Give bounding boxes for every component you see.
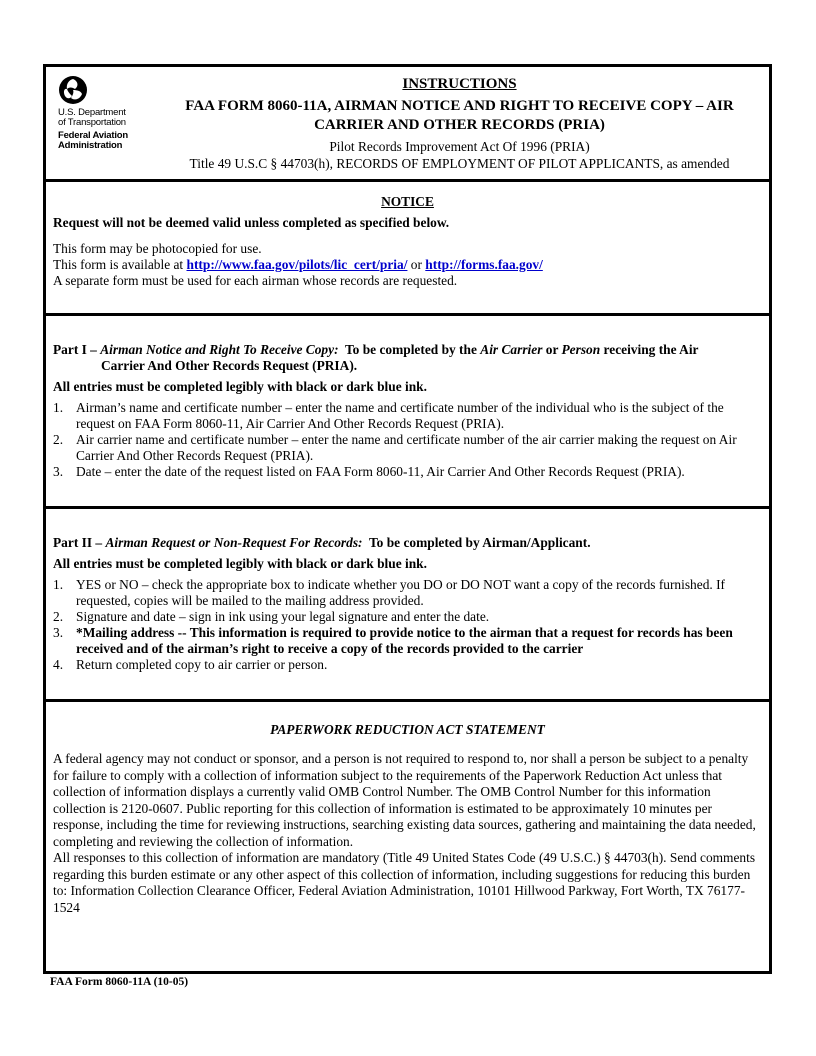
pra-title: PAPERWORK REDUCTION ACT STATEMENT: [270, 722, 545, 737]
notice-section: [46, 182, 769, 316]
availability-text: This form is available at http://www.faa.gov/pilots/lic_cert/pria/ or http://forms.faa.gov/: [53, 257, 543, 272]
part2-section: [46, 509, 769, 702]
pra-section: [46, 702, 769, 974]
list-item: 3. Date – enter the date of the request listed on FAA Form 8060-11, Air Carrier And Other Records Request (PRIA).: [53, 464, 685, 479]
dot-logo: [58, 75, 144, 151]
part2-list: [46, 577, 769, 673]
form-id-footer: FAA Form 8060-11A (10-05): [50, 976, 189, 988]
pra-paragraph-2: All responses to this collection of information are mandatory (Title 49 United States Code (49 U.S.C.) § 44703(h). Send comments regarding this burden estimate or any other aspect of this collection of information, including suggestions for reducing this burden to: Information Collection Clearance Officer, Federal Aviation Administration, 10101 Hillwood Parkway, Fort Worth, TX 76177-1524: [53, 850, 756, 915]
logo-faa-text: Federal Aviation Administration: [58, 130, 129, 151]
statute-reference: Title 49 U.S.C § 44703(h), RECORDS OF EMPLOYMENT OF PILOT APPLICANTS, as amended: [189, 156, 730, 171]
header-section: [46, 67, 769, 182]
page-title: INSTRUCTIONS: [402, 76, 517, 92]
logo-dept-text: U.S. Department of Transportation: [58, 107, 126, 128]
list-item: 2. Air carrier name and certificate number – enter the name and certificate number of the air carrier making the request on Air Carrier And Other Records Request (PRIA).: [53, 432, 737, 463]
part2-ink-instruction: All entries must be completed legibly with black or dark blue ink.: [53, 556, 427, 571]
form-title: FAA FORM 8060-11A, AIRMAN NOTICE AND RIGHT TO RECEIVE COPY – AIR CARRIER AND OTHER RECORDS (PRIA): [185, 98, 734, 133]
header-text: [156, 75, 763, 172]
list-item: 2. Signature and date – sign in ink using your legal signature and enter the date.: [53, 609, 490, 624]
faa-forms-link[interactable]: http://forms.faa.gov/: [425, 257, 543, 272]
validity-text: Request will not be deemed valid unless completed as specified below.: [53, 215, 450, 230]
list-item: 4. Return completed copy to air carrier or person.: [53, 657, 328, 672]
form-frame: [43, 64, 772, 974]
list-item: 1. YES or NO – check the appropriate box to indicate whether you DO or DO NOT want a copy of the records furnished. If requested, copies will be mailed to the mailing address provided.: [53, 577, 726, 608]
part1-ink-instruction: All entries must be completed legibly with black or dark blue ink.: [53, 379, 427, 394]
list-item: 1. Airman’s name and certificate number – enter the name and certificate number of the individual who is the subject of the request on FAA Form 8060-11, Air Carrier And Other Records Request (PRIA).: [53, 400, 724, 431]
part2-title: Part II – Airman Request or Non-Request For Records: To be completed by Airman/Applicant.: [53, 535, 591, 550]
pra-paragraph-1: A federal agency may not conduct or sponsor, and a person is not required to respond to, nor shall a person be subject to a penalty for failure to comply with a collection of information subject to the requirements of the Paperwork Reduction Act unless that collection of information displays a currently valid OMB Control Number. The OMB Control Number for this information collection is 2120-0607. Public reporting for this collection of information is estimated to be approximately 10 minutes per response, including the time for reviewing instructions, searching existing data sources, gathering and maintaining the data needed, completing and reviewing the collection of information.: [53, 751, 756, 849]
list-item: 3. *Mailing address -- This information is required to provide notice to the airman that a request for records has been received and of the airman’s right to receive a copy of the records provided to the carrier: [53, 625, 733, 656]
separate-form-text: A separate form must be used for each airman whose records are requested.: [53, 273, 458, 288]
dot-triskelion-icon: [58, 75, 88, 105]
notice-title: NOTICE: [381, 194, 434, 209]
part1-section: [46, 316, 769, 509]
faa-pria-link[interactable]: http://www.faa.gov/pilots/lic_cert/pria/: [186, 257, 408, 272]
photocopy-text: This form may be photocopied for use.: [53, 241, 262, 256]
act-name: Pilot Records Improvement Act Of 1996 (PRIA): [329, 139, 590, 154]
part1-list: [46, 400, 769, 480]
part1-title: Part I – Airman Notice and Right To Receive Copy: To be completed by the Air Carrier or Person receiving the Air Carrier And Other Records Request (PRIA).: [53, 342, 699, 373]
